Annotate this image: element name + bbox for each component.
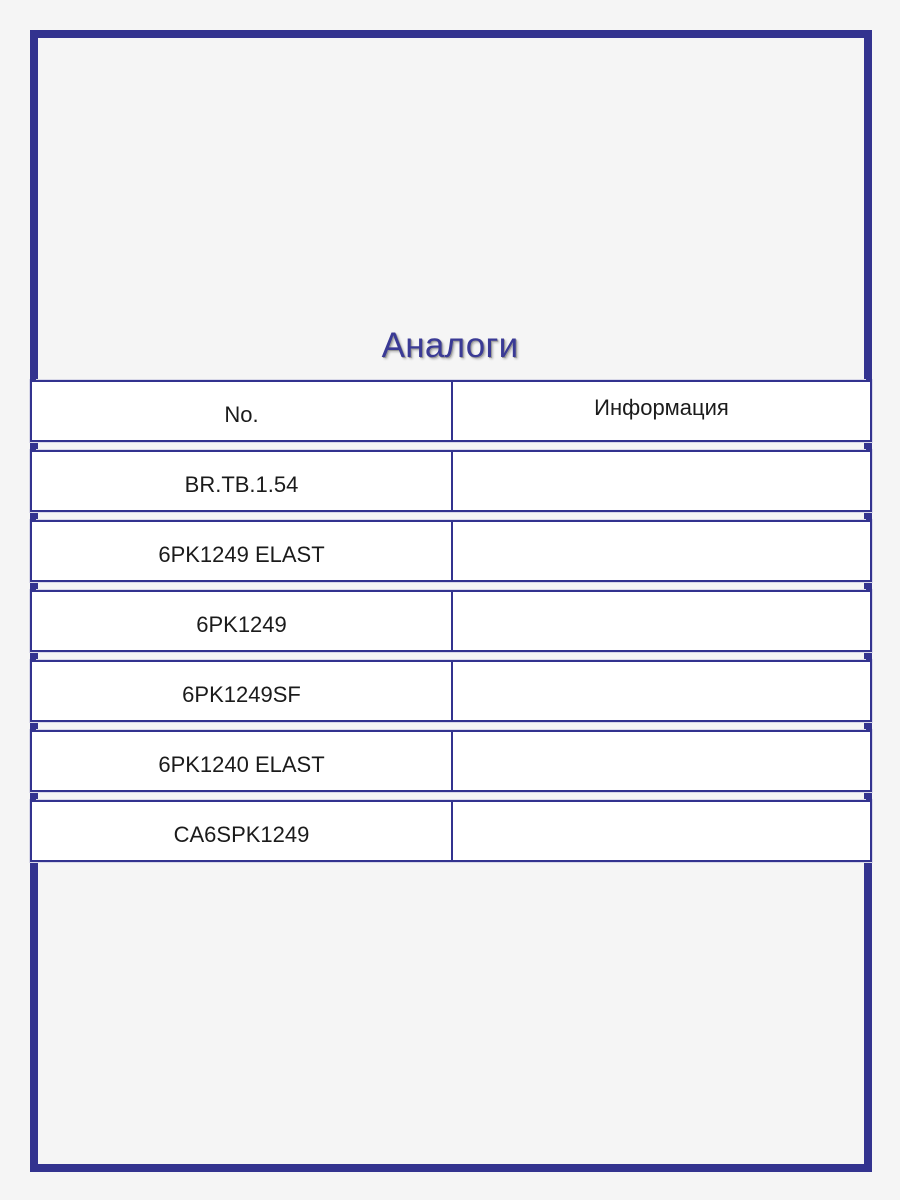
part-number-cell: BR.TB.1.54	[30, 450, 451, 512]
page-title: Аналоги	[381, 326, 519, 365]
info-cell	[451, 660, 872, 722]
info-cell	[451, 590, 872, 652]
part-number-cell: 6PK1249 ELAST	[30, 520, 451, 582]
part-number-cell: 6PK1249	[30, 590, 451, 652]
column-header-info: Информация	[451, 380, 872, 442]
info-cell	[451, 800, 872, 862]
table-header-row	[30, 380, 872, 442]
info-cell	[451, 730, 872, 792]
part-number-cell: 6PK1240 ELAST	[30, 730, 451, 792]
table-row	[30, 660, 872, 722]
table-row	[30, 520, 872, 582]
info-cell	[451, 520, 872, 582]
table-row	[30, 590, 872, 652]
table-row	[30, 450, 872, 512]
info-cell	[451, 450, 872, 512]
analogs-table	[30, 380, 872, 870]
part-number-cell: 6PK1249SF	[30, 660, 451, 722]
part-number-cell: CA6SPK1249	[30, 800, 451, 862]
column-header-number: No.	[30, 380, 451, 442]
table-row	[30, 800, 872, 862]
table-row	[30, 730, 872, 792]
